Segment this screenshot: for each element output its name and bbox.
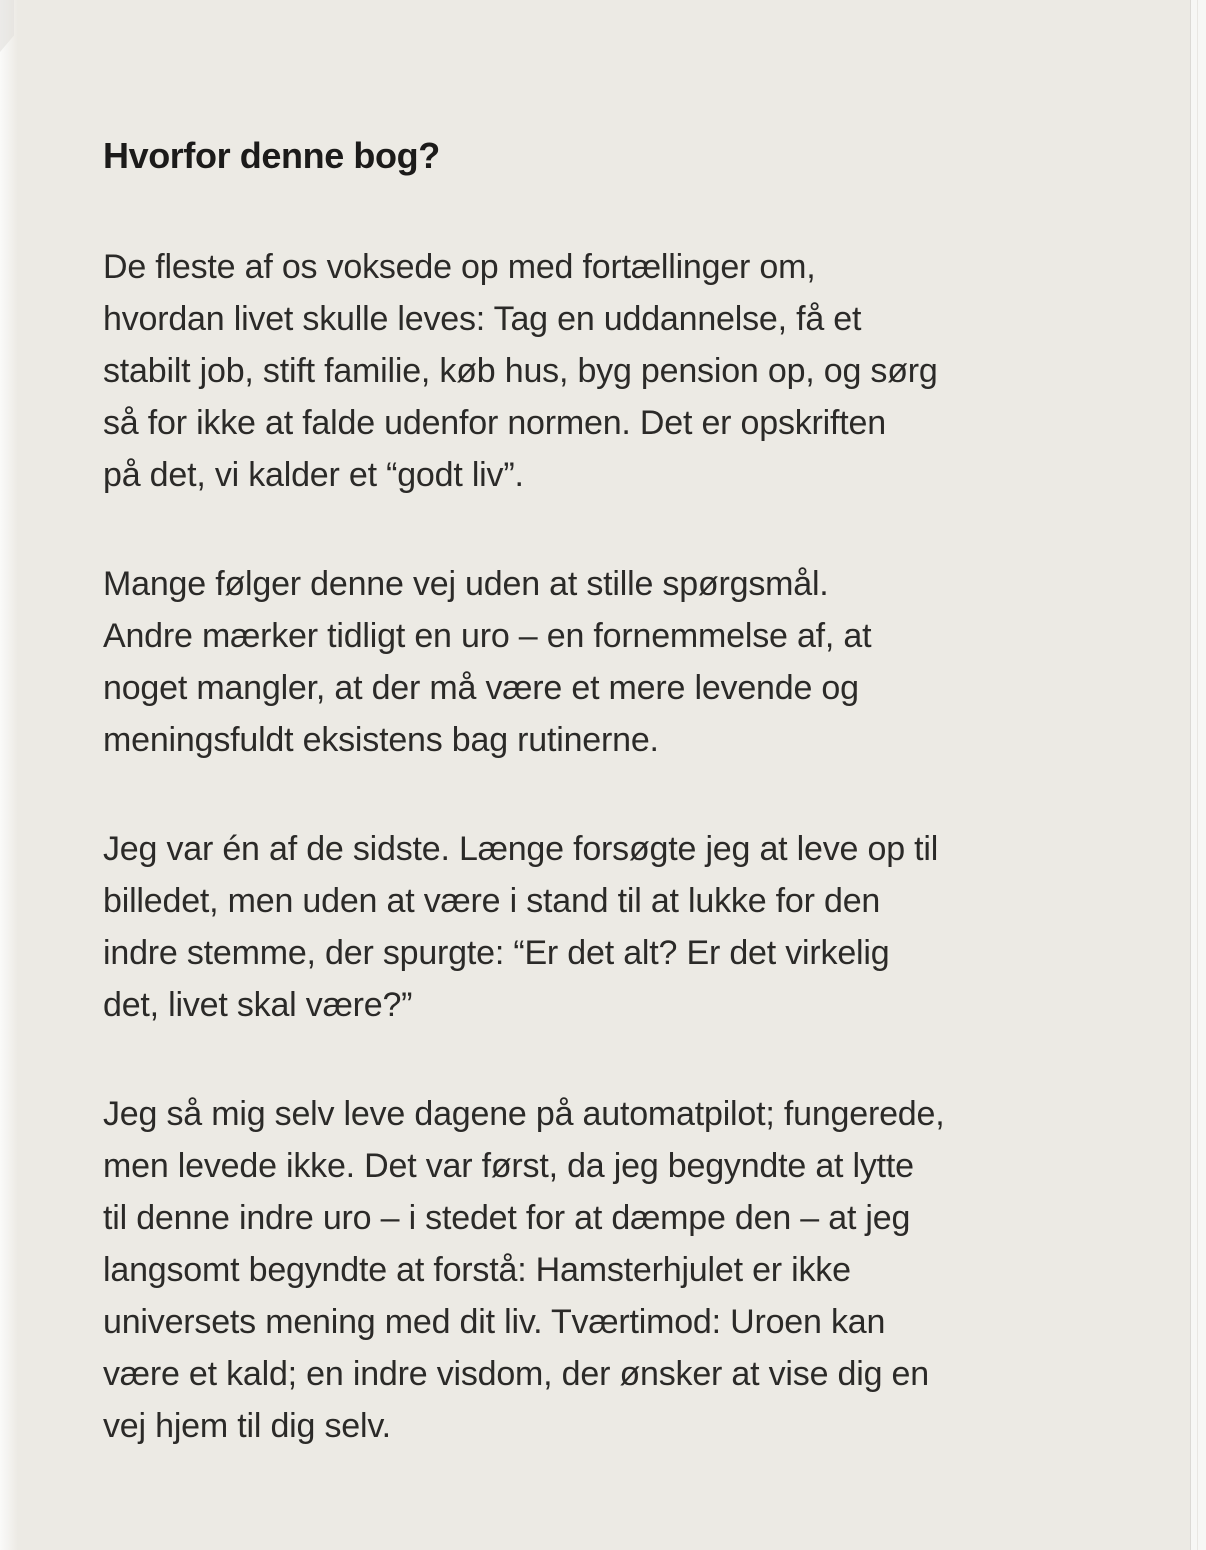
text-line: indre stemme, der spurgte: “Er det alt? Er det virkelig [103, 934, 890, 972]
paragraph [103, 558, 1116, 766]
text-line: være et kald; en indre visdom, der ønsker at vise dig en [103, 1355, 929, 1393]
text-line: langsomt begyndte at forstå: Hamsterhjulet er ikke [103, 1251, 851, 1289]
text-line: noget mangler, at der må være et mere levende og [103, 669, 859, 707]
text-line: universets mening med dit liv. Tværtimod: Uroen kan [103, 1303, 886, 1341]
chapter-title: Hvorfor denne bog? [103, 135, 440, 176]
text-line: på det, vi kalder et “godt liv”. [103, 456, 524, 494]
paragraph [103, 241, 1116, 501]
text-line: stabilt job, stift familie, køb hus, byg pension op, og sørg [103, 352, 938, 390]
text-line: Andre mærker tidligt en uro – en fornemmelse af, at [103, 617, 872, 655]
text-line: det, livet skal være?” [103, 986, 413, 1024]
text-line: men levede ikke. Det var først, da jeg begyndte at lytte [103, 1147, 914, 1185]
text-line: Jeg var én af de sidste. Længe forsøgte jeg at leve op til [103, 830, 939, 868]
text-line: hvordan livet skulle leves: Tag en uddannelse, få et [103, 300, 862, 338]
text-line: til denne indre uro – i stedet for at dæmpe den – at jeg [103, 1199, 911, 1237]
paragraph [103, 1088, 1116, 1452]
body-text [103, 241, 1116, 1452]
text-line: så for ikke at falde udenfor normen. Det er opskriften [103, 404, 886, 442]
paragraph [103, 823, 1116, 1031]
text-line: Mange følger denne vej uden at stille spørgsmål. [103, 565, 829, 603]
text-line: Jeg så mig selv leve dagene på automatpilot; fungerede, [103, 1095, 945, 1133]
text-line: De fleste af os voksede op med fortællinger om, [103, 248, 816, 286]
text-line: meningsfuldt eksistens bag rutinerne. [103, 721, 659, 759]
text-line: vej hjem til dig selv. [103, 1407, 391, 1445]
text-line: billedet, men uden at være i stand til at lukke for den [103, 882, 881, 920]
